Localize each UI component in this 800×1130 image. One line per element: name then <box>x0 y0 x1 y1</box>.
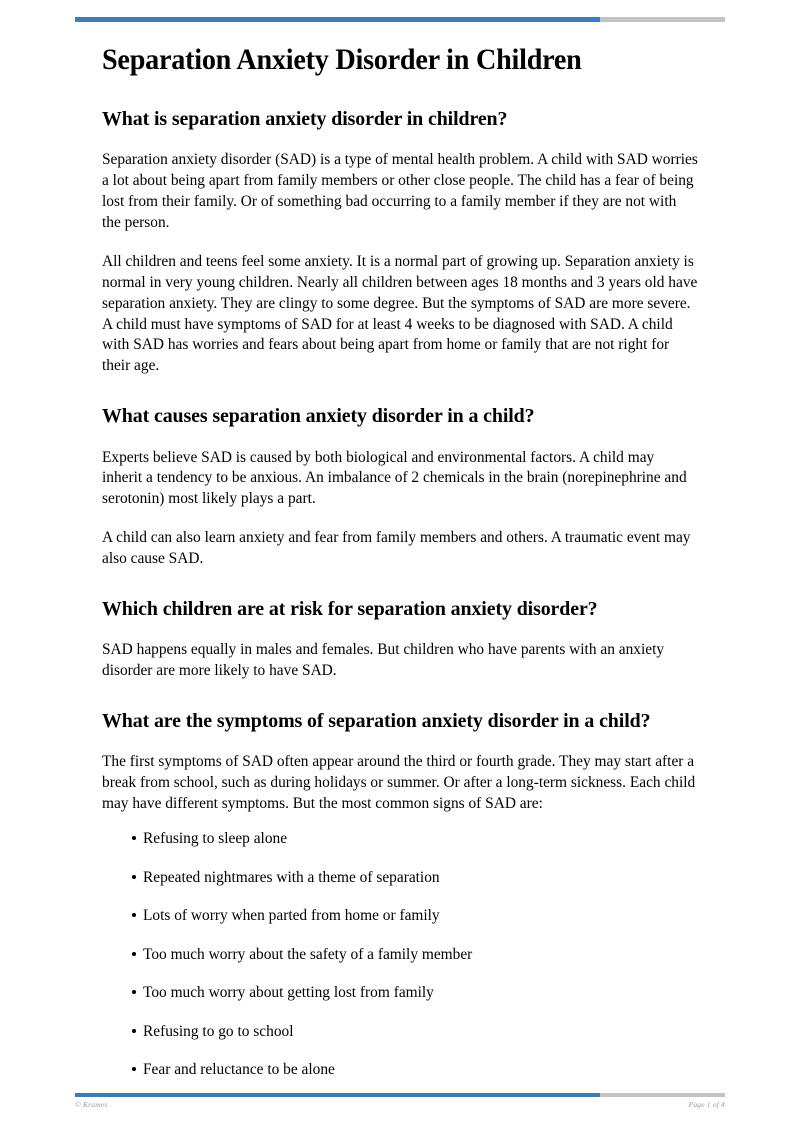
list-item-label: Refusing to sleep alone <box>143 830 288 848</box>
bullet-dot-icon <box>132 1067 136 1071</box>
section-paragraph: All children and teens feel some anxiety. It is a normal part of growing up. Separation anxiety is normal in very young children. Nearly all children between ages 18 months and 3 years old have separation anxiety. They are clingy to some degree. But the symptoms of SAD are more severe. A child must have symptoms of SAD for at least 4 weeks to be diagnosed with SAD. A child with SAD has worries and fears about being apart from home or family that are not right for their age. <box>102 252 698 375</box>
document-content <box>102 44 698 1099</box>
section-paragraph: SAD happens equally in males and females. But children who have parents with an anxiety disorder are more likely to have SAD. <box>102 641 665 680</box>
list-item-label: Too much worry about getting lost from family <box>143 984 434 1002</box>
footer-rule-gray-segment <box>600 1093 725 1097</box>
section-heading-symptoms: What are the symptoms of separation anxiety disorder in a child? <box>102 710 651 733</box>
header-rule-gray-segment <box>600 17 725 22</box>
header-rule-accent-segment <box>75 17 600 22</box>
section-heading-what-causes: What causes separation anxiety disorder in a child? <box>102 405 535 428</box>
list-item <box>102 1060 698 1080</box>
bullet-dot-icon <box>132 952 136 956</box>
section-paragraph: Separation anxiety disorder (SAD) is a type of mental health problem. A child with SAD worries a lot about being apart from family members or other close people. The child has a fear of being lost from their family. Or of something bad occurring to a family member if they are not with the person. <box>102 151 698 232</box>
list-item <box>102 945 698 965</box>
bullet-dot-icon <box>132 990 136 994</box>
page-title: Separation Anxiety Disorder in Children <box>102 44 582 76</box>
list-item-label: Too much worry about the safety of a family member <box>143 945 473 963</box>
section-heading-which-children-at-risk: Which children are at risk for separation anxiety disorder? <box>102 597 598 620</box>
list-item <box>102 1022 698 1042</box>
bullet-dot-icon <box>132 875 136 879</box>
bullet-dot-icon <box>132 1029 136 1033</box>
footer-rule-accent-segment <box>75 1093 600 1097</box>
list-item <box>102 868 698 888</box>
list-item <box>102 983 698 1003</box>
copyright-notice: © Krames <box>75 1100 108 1109</box>
list-item <box>102 829 698 849</box>
list-item-label: Refusing to go to school <box>143 1022 294 1040</box>
list-item-label: Fear and reluctance to be alone <box>143 1061 335 1079</box>
symptom-list <box>102 829 698 1080</box>
list-item <box>102 906 698 926</box>
page-footer <box>75 1100 725 1109</box>
section-paragraph: The first symptoms of SAD often appear around the third or fourth grade. They may start after a break from school, such as during holidays or summer. Or after a long-term sickness. Each child may have different symptoms. But the most common signs of SAD are: <box>102 753 696 813</box>
bullet-dot-icon <box>132 836 136 840</box>
footer-rule <box>75 1093 725 1097</box>
list-item-label: Repeated nightmares with a theme of separation <box>143 868 440 886</box>
list-item-label: Lots of worry when parted from home or family <box>143 907 440 925</box>
bullet-dot-icon <box>132 913 136 917</box>
header-rule <box>75 17 725 22</box>
section-paragraph: Experts believe SAD is caused by both biological and environmental factors. A child may inherit a tendency to be anxious. An imbalance of 2 chemicals in the brain (norepinephrine and serotonin) most likely plays a part. <box>102 448 687 508</box>
section-heading-what-is: What is separation anxiety disorder in children? <box>102 108 508 131</box>
page-number: Page 1 of 4 <box>688 1100 725 1109</box>
section-paragraph: A child can also learn anxiety and fear from family members and others. A traumatic event may also cause SAD. <box>102 529 691 568</box>
